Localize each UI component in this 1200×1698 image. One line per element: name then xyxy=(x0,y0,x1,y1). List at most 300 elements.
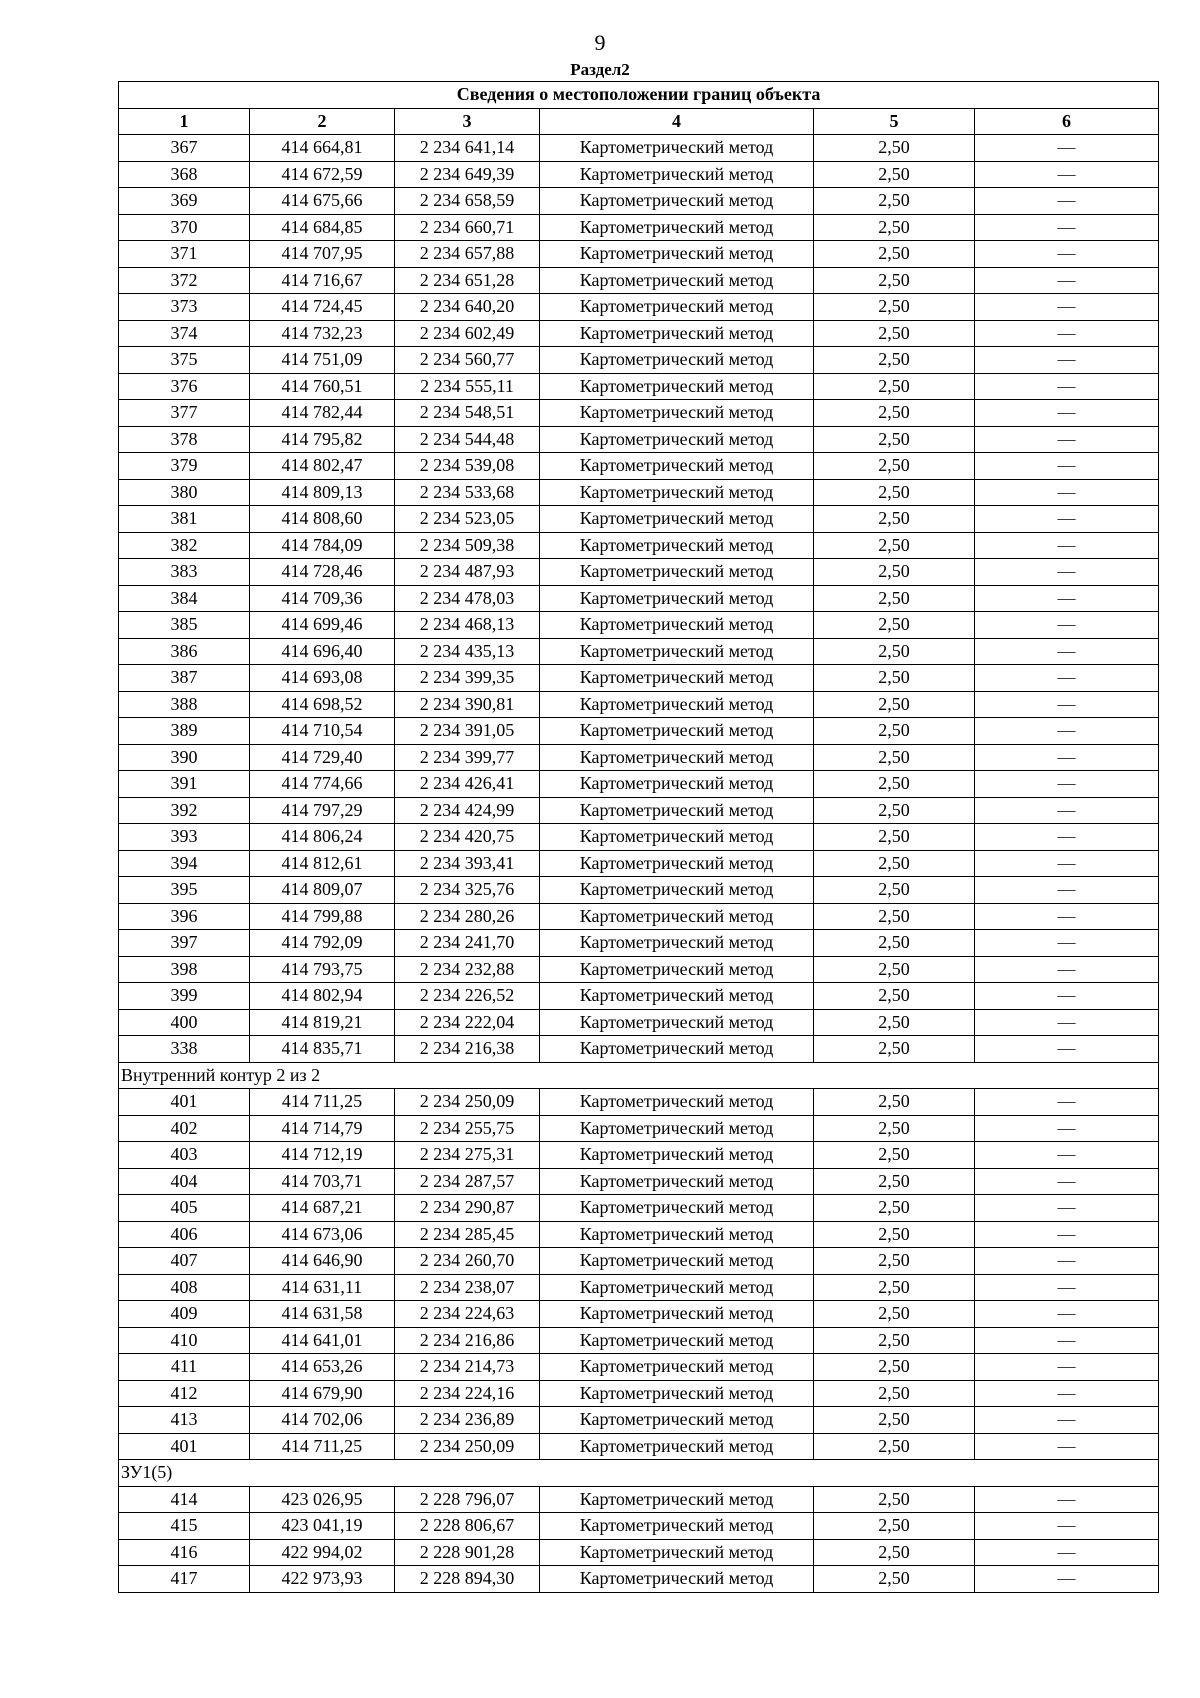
point-number-cell: 399 xyxy=(119,983,250,1010)
y-coordinate-cell: 2 234 214,73 xyxy=(395,1354,540,1381)
table-row xyxy=(119,850,1159,877)
accuracy-cell: 2,50 xyxy=(814,1486,975,1513)
note-cell: — xyxy=(975,877,1159,904)
y-coordinate-cell: 2 234 260,70 xyxy=(395,1248,540,1275)
accuracy-cell: 2,50 xyxy=(814,1248,975,1275)
method-cell: Картометрический метод xyxy=(540,903,814,930)
method-cell: Картометрический метод xyxy=(540,1407,814,1434)
note-cell: — xyxy=(975,294,1159,321)
accuracy-cell: 2,50 xyxy=(814,665,975,692)
accuracy-cell: 2,50 xyxy=(814,426,975,453)
table-row xyxy=(119,983,1159,1010)
accuracy-cell: 2,50 xyxy=(814,347,975,374)
point-number-cell: 405 xyxy=(119,1195,250,1222)
y-coordinate-cell: 2 228 901,28 xyxy=(395,1539,540,1566)
table-row xyxy=(119,1327,1159,1354)
table-row xyxy=(119,771,1159,798)
accuracy-cell: 2,50 xyxy=(814,400,975,427)
point-number-cell: 382 xyxy=(119,532,250,559)
y-coordinate-cell: 2 234 393,41 xyxy=(395,850,540,877)
table-row xyxy=(119,426,1159,453)
table-row xyxy=(119,1248,1159,1275)
note-cell: — xyxy=(975,426,1159,453)
accuracy-cell: 2,50 xyxy=(814,744,975,771)
point-number-cell: 398 xyxy=(119,956,250,983)
point-number-cell: 378 xyxy=(119,426,250,453)
note-cell: — xyxy=(975,612,1159,639)
point-number-cell: 395 xyxy=(119,877,250,904)
table-row xyxy=(119,1354,1159,1381)
point-number-cell: 411 xyxy=(119,1354,250,1381)
accuracy-cell: 2,50 xyxy=(814,214,975,241)
method-cell: Картометрический метод xyxy=(540,1115,814,1142)
group-label: Внутренний контур 2 из 2 xyxy=(119,1062,1159,1089)
y-coordinate-cell: 2 234 390,81 xyxy=(395,691,540,718)
point-number-cell: 401 xyxy=(119,1089,250,1116)
accuracy-cell: 2,50 xyxy=(814,930,975,957)
note-cell: — xyxy=(975,373,1159,400)
y-coordinate-cell: 2 228 806,67 xyxy=(395,1513,540,1540)
table-row xyxy=(119,479,1159,506)
table-row xyxy=(119,214,1159,241)
accuracy-cell: 2,50 xyxy=(814,559,975,586)
table-row xyxy=(119,877,1159,904)
note-cell: — xyxy=(975,320,1159,347)
method-cell: Картометрический метод xyxy=(540,1539,814,1566)
section-title: Раздел2 xyxy=(570,60,630,79)
accuracy-cell: 2,50 xyxy=(814,373,975,400)
note-cell: — xyxy=(975,983,1159,1010)
x-coordinate-cell: 414 698,52 xyxy=(250,691,395,718)
accuracy-cell: 2,50 xyxy=(814,1301,975,1328)
table-row xyxy=(119,1142,1159,1169)
method-cell: Картометрический метод xyxy=(540,744,814,771)
x-coordinate-cell: 414 806,24 xyxy=(250,824,395,851)
table-row xyxy=(119,691,1159,718)
group-header-row xyxy=(119,1062,1159,1089)
column-number-row xyxy=(119,108,1159,135)
table-body xyxy=(119,135,1159,1593)
accuracy-cell: 2,50 xyxy=(814,824,975,851)
x-coordinate-cell: 414 707,95 xyxy=(250,241,395,268)
y-coordinate-cell: 2 234 232,88 xyxy=(395,956,540,983)
y-coordinate-cell: 2 234 325,76 xyxy=(395,877,540,904)
point-number-cell: 381 xyxy=(119,506,250,533)
point-number-cell: 412 xyxy=(119,1380,250,1407)
note-cell: — xyxy=(975,1301,1159,1328)
method-cell: Картометрический метод xyxy=(540,1513,814,1540)
method-cell: Картометрический метод xyxy=(540,320,814,347)
point-number-cell: 409 xyxy=(119,1301,250,1328)
x-coordinate-cell: 414 809,07 xyxy=(250,877,395,904)
note-cell: — xyxy=(975,479,1159,506)
note-cell: — xyxy=(975,161,1159,188)
method-cell: Картометрический метод xyxy=(540,135,814,162)
method-cell: Картометрический метод xyxy=(540,347,814,374)
x-coordinate-cell: 414 795,82 xyxy=(250,426,395,453)
note-cell: — xyxy=(975,241,1159,268)
method-cell: Картометрический метод xyxy=(540,214,814,241)
point-number-cell: 403 xyxy=(119,1142,250,1169)
y-coordinate-cell: 2 234 224,63 xyxy=(395,1301,540,1328)
accuracy-cell: 2,50 xyxy=(814,983,975,1010)
y-coordinate-cell: 2 234 660,71 xyxy=(395,214,540,241)
x-coordinate-cell: 422 994,02 xyxy=(250,1539,395,1566)
y-coordinate-cell: 2 234 285,45 xyxy=(395,1221,540,1248)
note-cell: — xyxy=(975,267,1159,294)
x-coordinate-cell: 414 797,29 xyxy=(250,797,395,824)
note-cell: — xyxy=(975,824,1159,851)
point-number-cell: 383 xyxy=(119,559,250,586)
table-row xyxy=(119,1036,1159,1063)
y-coordinate-cell: 2 234 250,09 xyxy=(395,1089,540,1116)
table-row xyxy=(119,903,1159,930)
x-coordinate-cell: 414 724,45 xyxy=(250,294,395,321)
table-row xyxy=(119,135,1159,162)
column-number: 5 xyxy=(814,108,975,135)
accuracy-cell: 2,50 xyxy=(814,1009,975,1036)
method-cell: Картометрический метод xyxy=(540,1486,814,1513)
method-cell: Картометрический метод xyxy=(540,1380,814,1407)
note-cell: — xyxy=(975,930,1159,957)
x-coordinate-cell: 414 751,09 xyxy=(250,347,395,374)
point-number-cell: 408 xyxy=(119,1274,250,1301)
x-coordinate-cell: 423 041,19 xyxy=(250,1513,395,1540)
note-cell: — xyxy=(975,1539,1159,1566)
accuracy-cell: 2,50 xyxy=(814,850,975,877)
x-coordinate-cell: 414 675,66 xyxy=(250,188,395,215)
table-row xyxy=(119,294,1159,321)
y-coordinate-cell: 2 234 216,86 xyxy=(395,1327,540,1354)
accuracy-cell: 2,50 xyxy=(814,241,975,268)
y-coordinate-cell: 2 234 544,48 xyxy=(395,426,540,453)
method-cell: Картометрический метод xyxy=(540,797,814,824)
method-cell: Картометрический метод xyxy=(540,1036,814,1063)
note-cell: — xyxy=(975,1009,1159,1036)
method-cell: Картометрический метод xyxy=(540,267,814,294)
accuracy-cell: 2,50 xyxy=(814,161,975,188)
point-number-cell: 369 xyxy=(119,188,250,215)
point-number-cell: 392 xyxy=(119,797,250,824)
method-cell: Картометрический метод xyxy=(540,1248,814,1275)
table-caption: Сведения о местоположении границ объекта xyxy=(119,82,1159,109)
point-number-cell: 415 xyxy=(119,1513,250,1540)
y-coordinate-cell: 2 234 523,05 xyxy=(395,506,540,533)
note-cell: — xyxy=(975,135,1159,162)
x-coordinate-cell: 422 973,93 xyxy=(250,1566,395,1593)
accuracy-cell: 2,50 xyxy=(814,320,975,347)
note-cell: — xyxy=(975,400,1159,427)
x-coordinate-cell: 414 729,40 xyxy=(250,744,395,771)
note-cell: — xyxy=(975,771,1159,798)
note-cell: — xyxy=(975,1115,1159,1142)
x-coordinate-cell: 414 799,88 xyxy=(250,903,395,930)
table-row xyxy=(119,1089,1159,1116)
accuracy-cell: 2,50 xyxy=(814,294,975,321)
y-coordinate-cell: 2 234 222,04 xyxy=(395,1009,540,1036)
accuracy-cell: 2,50 xyxy=(814,1274,975,1301)
accuracy-cell: 2,50 xyxy=(814,479,975,506)
x-coordinate-cell: 414 684,85 xyxy=(250,214,395,241)
method-cell: Картометрический метод xyxy=(540,1089,814,1116)
note-cell: — xyxy=(975,214,1159,241)
table-row xyxy=(119,1380,1159,1407)
method-cell: Картометрический метод xyxy=(540,400,814,427)
note-cell: — xyxy=(975,506,1159,533)
table-row xyxy=(119,1115,1159,1142)
note-cell: — xyxy=(975,1433,1159,1460)
point-number-cell: 370 xyxy=(119,214,250,241)
y-coordinate-cell: 2 234 426,41 xyxy=(395,771,540,798)
page-number: 9 xyxy=(594,30,606,55)
table-row xyxy=(119,1009,1159,1036)
point-number-cell: 397 xyxy=(119,930,250,957)
x-coordinate-cell: 414 802,94 xyxy=(250,983,395,1010)
table-row xyxy=(119,956,1159,983)
note-cell: — xyxy=(975,638,1159,665)
note-cell: — xyxy=(975,1036,1159,1063)
method-cell: Картометрический метод xyxy=(540,612,814,639)
accuracy-cell: 2,50 xyxy=(814,956,975,983)
point-number-cell: 416 xyxy=(119,1539,250,1566)
accuracy-cell: 2,50 xyxy=(814,453,975,480)
method-cell: Картометрический метод xyxy=(540,1354,814,1381)
point-number-cell: 384 xyxy=(119,585,250,612)
method-cell: Картометрический метод xyxy=(540,1221,814,1248)
method-cell: Картометрический метод xyxy=(540,453,814,480)
table-row xyxy=(119,320,1159,347)
x-coordinate-cell: 414 732,23 xyxy=(250,320,395,347)
note-cell: — xyxy=(975,744,1159,771)
point-number-cell: 380 xyxy=(119,479,250,506)
x-coordinate-cell: 414 711,25 xyxy=(250,1433,395,1460)
method-cell: Картометрический метод xyxy=(540,1195,814,1222)
y-coordinate-cell: 2 234 420,75 xyxy=(395,824,540,851)
point-number-cell: 404 xyxy=(119,1168,250,1195)
x-coordinate-cell: 414 710,54 xyxy=(250,718,395,745)
method-cell: Картометрический метод xyxy=(540,956,814,983)
y-coordinate-cell: 2 234 641,14 xyxy=(395,135,540,162)
accuracy-cell: 2,50 xyxy=(814,532,975,559)
point-number-cell: 374 xyxy=(119,320,250,347)
table-row xyxy=(119,267,1159,294)
y-coordinate-cell: 2 234 651,28 xyxy=(395,267,540,294)
point-number-cell: 386 xyxy=(119,638,250,665)
accuracy-cell: 2,50 xyxy=(814,1513,975,1540)
accuracy-cell: 2,50 xyxy=(814,1433,975,1460)
x-coordinate-cell: 414 699,46 xyxy=(250,612,395,639)
note-cell: — xyxy=(975,1513,1159,1540)
x-coordinate-cell: 414 716,67 xyxy=(250,267,395,294)
y-coordinate-cell: 2 234 224,16 xyxy=(395,1380,540,1407)
note-cell: — xyxy=(975,1380,1159,1407)
accuracy-cell: 2,50 xyxy=(814,506,975,533)
table-row xyxy=(119,1407,1159,1434)
method-cell: Картометрический метод xyxy=(540,1274,814,1301)
table-row xyxy=(119,638,1159,665)
accuracy-cell: 2,50 xyxy=(814,638,975,665)
x-coordinate-cell: 414 641,01 xyxy=(250,1327,395,1354)
y-coordinate-cell: 2 234 424,99 xyxy=(395,797,540,824)
method-cell: Картометрический метод xyxy=(540,1009,814,1036)
accuracy-cell: 2,50 xyxy=(814,1036,975,1063)
table-row xyxy=(119,585,1159,612)
accuracy-cell: 2,50 xyxy=(814,771,975,798)
note-cell: — xyxy=(975,903,1159,930)
x-coordinate-cell: 414 631,11 xyxy=(250,1274,395,1301)
table-row xyxy=(119,797,1159,824)
note-cell: — xyxy=(975,1248,1159,1275)
note-cell: — xyxy=(975,1221,1159,1248)
x-coordinate-cell: 414 802,47 xyxy=(250,453,395,480)
accuracy-cell: 2,50 xyxy=(814,612,975,639)
x-coordinate-cell: 414 687,21 xyxy=(250,1195,395,1222)
x-coordinate-cell: 414 728,46 xyxy=(250,559,395,586)
point-number-cell: 393 xyxy=(119,824,250,851)
table-row xyxy=(119,347,1159,374)
note-cell: — xyxy=(975,956,1159,983)
x-coordinate-cell: 414 812,61 xyxy=(250,850,395,877)
y-coordinate-cell: 2 234 290,87 xyxy=(395,1195,540,1222)
y-coordinate-cell: 2 234 238,07 xyxy=(395,1274,540,1301)
y-coordinate-cell: 2 234 275,31 xyxy=(395,1142,540,1169)
y-coordinate-cell: 2 234 509,38 xyxy=(395,532,540,559)
x-coordinate-cell: 414 819,21 xyxy=(250,1009,395,1036)
table-row xyxy=(119,1486,1159,1513)
table-row xyxy=(119,1539,1159,1566)
note-cell: — xyxy=(975,718,1159,745)
x-coordinate-cell: 414 703,71 xyxy=(250,1168,395,1195)
point-number-cell: 389 xyxy=(119,718,250,745)
point-number-cell: 385 xyxy=(119,612,250,639)
x-coordinate-cell: 414 702,06 xyxy=(250,1407,395,1434)
method-cell: Картометрический метод xyxy=(540,161,814,188)
point-number-cell: 388 xyxy=(119,691,250,718)
y-coordinate-cell: 2 234 280,26 xyxy=(395,903,540,930)
point-number-cell: 373 xyxy=(119,294,250,321)
y-coordinate-cell: 2 234 241,70 xyxy=(395,930,540,957)
method-cell: Картометрический метод xyxy=(540,188,814,215)
note-cell: — xyxy=(975,1089,1159,1116)
column-number: 4 xyxy=(540,108,814,135)
note-cell: — xyxy=(975,453,1159,480)
method-cell: Картометрический метод xyxy=(540,426,814,453)
method-cell: Картометрический метод xyxy=(540,771,814,798)
point-number-cell: 414 xyxy=(119,1486,250,1513)
x-coordinate-cell: 414 653,26 xyxy=(250,1354,395,1381)
y-coordinate-cell: 2 234 649,39 xyxy=(395,161,540,188)
y-coordinate-cell: 2 234 226,52 xyxy=(395,983,540,1010)
y-coordinate-cell: 2 234 399,35 xyxy=(395,665,540,692)
x-coordinate-cell: 414 714,79 xyxy=(250,1115,395,1142)
point-number-cell: 401 xyxy=(119,1433,250,1460)
accuracy-cell: 2,50 xyxy=(814,903,975,930)
table-row xyxy=(119,1513,1159,1540)
table-head xyxy=(119,82,1159,135)
table-row xyxy=(119,400,1159,427)
table-row xyxy=(119,532,1159,559)
group-header-row xyxy=(119,1460,1159,1487)
x-coordinate-cell: 414 693,08 xyxy=(250,665,395,692)
y-coordinate-cell: 2 234 468,13 xyxy=(395,612,540,639)
point-number-cell: 377 xyxy=(119,400,250,427)
point-number-cell: 375 xyxy=(119,347,250,374)
method-cell: Картометрический метод xyxy=(540,638,814,665)
y-coordinate-cell: 2 234 555,11 xyxy=(395,373,540,400)
point-number-cell: 417 xyxy=(119,1566,250,1593)
x-coordinate-cell: 414 808,60 xyxy=(250,506,395,533)
x-coordinate-cell: 414 711,25 xyxy=(250,1089,395,1116)
note-cell: — xyxy=(975,665,1159,692)
y-coordinate-cell: 2 228 796,07 xyxy=(395,1486,540,1513)
table-row xyxy=(119,824,1159,851)
accuracy-cell: 2,50 xyxy=(814,135,975,162)
note-cell: — xyxy=(975,797,1159,824)
y-coordinate-cell: 2 234 539,08 xyxy=(395,453,540,480)
accuracy-cell: 2,50 xyxy=(814,267,975,294)
table-row xyxy=(119,1221,1159,1248)
x-coordinate-cell: 423 026,95 xyxy=(250,1486,395,1513)
y-coordinate-cell: 2 234 391,05 xyxy=(395,718,540,745)
y-coordinate-cell: 2 234 487,93 xyxy=(395,559,540,586)
accuracy-cell: 2,50 xyxy=(814,1566,975,1593)
note-cell: — xyxy=(975,1195,1159,1222)
x-coordinate-cell: 414 793,75 xyxy=(250,956,395,983)
note-cell: — xyxy=(975,1354,1159,1381)
accuracy-cell: 2,50 xyxy=(814,1380,975,1407)
point-number-cell: 400 xyxy=(119,1009,250,1036)
accuracy-cell: 2,50 xyxy=(814,1168,975,1195)
table-row xyxy=(119,453,1159,480)
y-coordinate-cell: 2 234 533,68 xyxy=(395,479,540,506)
table-row xyxy=(119,1195,1159,1222)
x-coordinate-cell: 414 679,90 xyxy=(250,1380,395,1407)
accuracy-cell: 2,50 xyxy=(814,1327,975,1354)
y-coordinate-cell: 2 228 894,30 xyxy=(395,1566,540,1593)
point-number-cell: 372 xyxy=(119,267,250,294)
method-cell: Картометрический метод xyxy=(540,718,814,745)
point-number-cell: 394 xyxy=(119,850,250,877)
accuracy-cell: 2,50 xyxy=(814,718,975,745)
accuracy-cell: 2,50 xyxy=(814,1195,975,1222)
point-number-cell: 402 xyxy=(119,1115,250,1142)
y-coordinate-cell: 2 234 478,03 xyxy=(395,585,540,612)
table-row xyxy=(119,930,1159,957)
note-cell: — xyxy=(975,691,1159,718)
method-cell: Картометрический метод xyxy=(540,1566,814,1593)
column-number: 6 xyxy=(975,108,1159,135)
point-number-cell: 368 xyxy=(119,161,250,188)
y-coordinate-cell: 2 234 560,77 xyxy=(395,347,540,374)
x-coordinate-cell: 414 664,81 xyxy=(250,135,395,162)
table-row xyxy=(119,188,1159,215)
method-cell: Картометрический метод xyxy=(540,373,814,400)
accuracy-cell: 2,50 xyxy=(814,585,975,612)
point-number-cell: 407 xyxy=(119,1248,250,1275)
y-coordinate-cell: 2 234 216,38 xyxy=(395,1036,540,1063)
y-coordinate-cell: 2 234 602,49 xyxy=(395,320,540,347)
point-number-cell: 406 xyxy=(119,1221,250,1248)
accuracy-cell: 2,50 xyxy=(814,877,975,904)
column-number: 1 xyxy=(119,108,250,135)
x-coordinate-cell: 414 646,90 xyxy=(250,1248,395,1275)
accuracy-cell: 2,50 xyxy=(814,1354,975,1381)
x-coordinate-cell: 414 631,58 xyxy=(250,1301,395,1328)
table-row xyxy=(119,1274,1159,1301)
table-row xyxy=(119,559,1159,586)
x-coordinate-cell: 414 760,51 xyxy=(250,373,395,400)
method-cell: Картометрический метод xyxy=(540,479,814,506)
